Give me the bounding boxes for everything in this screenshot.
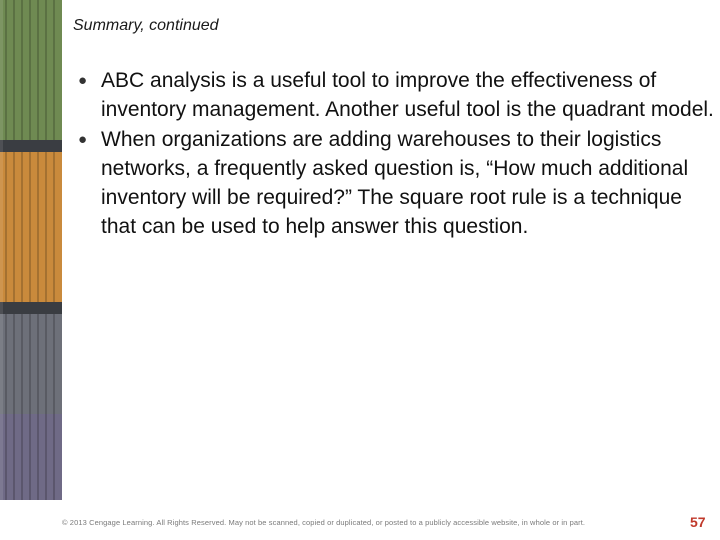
- bullet-text: When organizations are adding warehouses to their logistics networks, a frequently asked question is, “How much additional inventory will be required?” The square root rule is a technique that can be used to help answer this question.: [101, 128, 689, 238]
- bullet-item: [78, 66, 718, 124]
- bullet-item: [78, 125, 718, 241]
- bullet-text: ABC analysis is a useful tool to improve the effectiveness of inventory management. Another useful tool is the quadrant model.: [101, 69, 714, 121]
- page-number: 57: [690, 514, 706, 530]
- slide-title: Summary, continued: [73, 17, 219, 34]
- bullet-marker-icon: ●: [78, 72, 88, 89]
- shipping-containers-image: [0, 0, 62, 540]
- bullet-list: [78, 66, 718, 242]
- shipping-containers-graphic: [0, 0, 62, 540]
- copyright-notice: © 2013 Cengage Learning. All Rights Reserved. May not be scanned, copied or duplicated, or posted to a publicly accessible website, in whole or in part.: [62, 518, 586, 527]
- bullet-marker-icon: ●: [78, 131, 88, 148]
